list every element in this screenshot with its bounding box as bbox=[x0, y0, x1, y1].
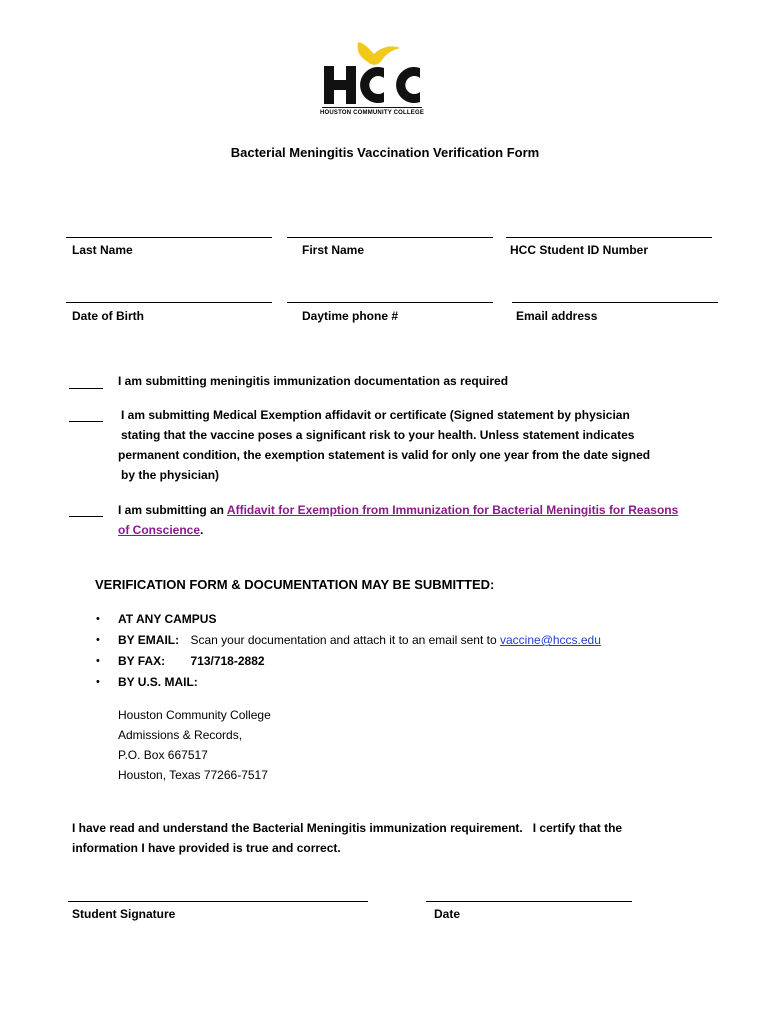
college-name: HOUSTON COMMUNITY COLLEGE bbox=[319, 110, 425, 116]
affidavit-link-continued[interactable]: of Conscience bbox=[118, 523, 201, 537]
option-3-prefix: I am submitting an bbox=[118, 503, 227, 517]
bullet-icon: • bbox=[96, 655, 100, 667]
hcc-bird-logo-icon bbox=[314, 36, 430, 120]
dob-line[interactable] bbox=[66, 302, 272, 303]
dob-label: Date of Birth bbox=[72, 309, 144, 323]
bullet-icon: • bbox=[96, 676, 100, 688]
phone-line[interactable] bbox=[287, 302, 493, 303]
option-2-text bbox=[118, 405, 718, 485]
option-1-text: I am submitting meningitis immunization documentation as required bbox=[118, 374, 509, 388]
phone-label: Daytime phone # bbox=[302, 309, 399, 323]
last-name-label: Last Name bbox=[72, 243, 133, 257]
option-2-line-4: by the physician) bbox=[121, 468, 220, 482]
student-signature-label: Student Signature bbox=[72, 907, 176, 921]
bullet-icon: • bbox=[96, 634, 100, 646]
address-line-2: Admissions & Records, bbox=[118, 728, 243, 742]
option-2-line-3: permanent condition, the exemption statement is valid for only one year from the date signed bbox=[118, 448, 651, 462]
mail-method-label: BY U.S. MAIL: bbox=[118, 675, 198, 689]
email-line[interactable] bbox=[512, 302, 718, 303]
email-method-text: Scan your documentation and attach it to an email sent to bbox=[190, 633, 500, 647]
date-label: Date bbox=[434, 907, 461, 921]
email-label: Email address bbox=[516, 309, 598, 323]
bullet-icon: • bbox=[96, 613, 100, 625]
method-campus bbox=[96, 609, 738, 630]
first-name-line[interactable] bbox=[287, 237, 493, 238]
option-3-check-line[interactable] bbox=[69, 516, 103, 517]
vaccine-email-link[interactable]: vaccine@hccs.edu bbox=[500, 633, 601, 647]
address-line-3: P.O. Box 667517 bbox=[118, 748, 208, 762]
option-2-line-2: stating that the vaccine poses a significant risk to your health. Unless statement indicates bbox=[121, 428, 635, 442]
first-name-label: First Name bbox=[302, 243, 365, 257]
option-3-text bbox=[118, 500, 718, 540]
certification-line-2: information I have provided is true and correct. bbox=[72, 841, 341, 855]
date-line[interactable] bbox=[426, 901, 632, 902]
mailing-address bbox=[118, 705, 271, 785]
last-name-line[interactable] bbox=[66, 237, 272, 238]
option-2-line-1: I am submitting Medical Exemption affidavit or certificate (Signed statement by physician bbox=[121, 408, 630, 422]
student-id-line[interactable] bbox=[506, 237, 712, 238]
student-id-label: HCC Student ID Number bbox=[510, 243, 648, 257]
email-method-label: BY EMAIL: bbox=[118, 633, 180, 647]
fax-method-label: BY FAX: bbox=[118, 654, 166, 668]
method-mail bbox=[96, 672, 738, 693]
fax-number: 713/718-2882 bbox=[190, 654, 265, 668]
student-signature-line[interactable] bbox=[68, 901, 368, 902]
option-1-check-line[interactable] bbox=[69, 388, 103, 389]
submission-heading: VERIFICATION FORM & DOCUMENTATION MAY BE SUBMITTED: bbox=[95, 577, 495, 592]
option-2-check-line[interactable] bbox=[69, 421, 103, 422]
submission-methods bbox=[96, 609, 738, 693]
certification-statement bbox=[72, 818, 712, 858]
option-3-suffix: . bbox=[200, 523, 204, 537]
address-line-4: Houston, Texas 77266-7517 bbox=[118, 768, 268, 782]
address-line-1: Houston Community College bbox=[118, 708, 271, 722]
hcc-logo bbox=[314, 36, 430, 120]
certification-line-1: I have read and understand the Bacterial Meningitis immunization requirement. I certify that the bbox=[72, 821, 623, 835]
page-title: Bacterial Meningitis Vaccination Verification Form bbox=[230, 145, 540, 160]
method-fax bbox=[96, 651, 738, 672]
method-email bbox=[96, 630, 738, 651]
campus-label: AT ANY CAMPUS bbox=[118, 612, 217, 626]
affidavit-link[interactable]: Affidavit for Exemption from Immunization for Bacterial Meningitis for Reasons bbox=[226, 503, 679, 517]
